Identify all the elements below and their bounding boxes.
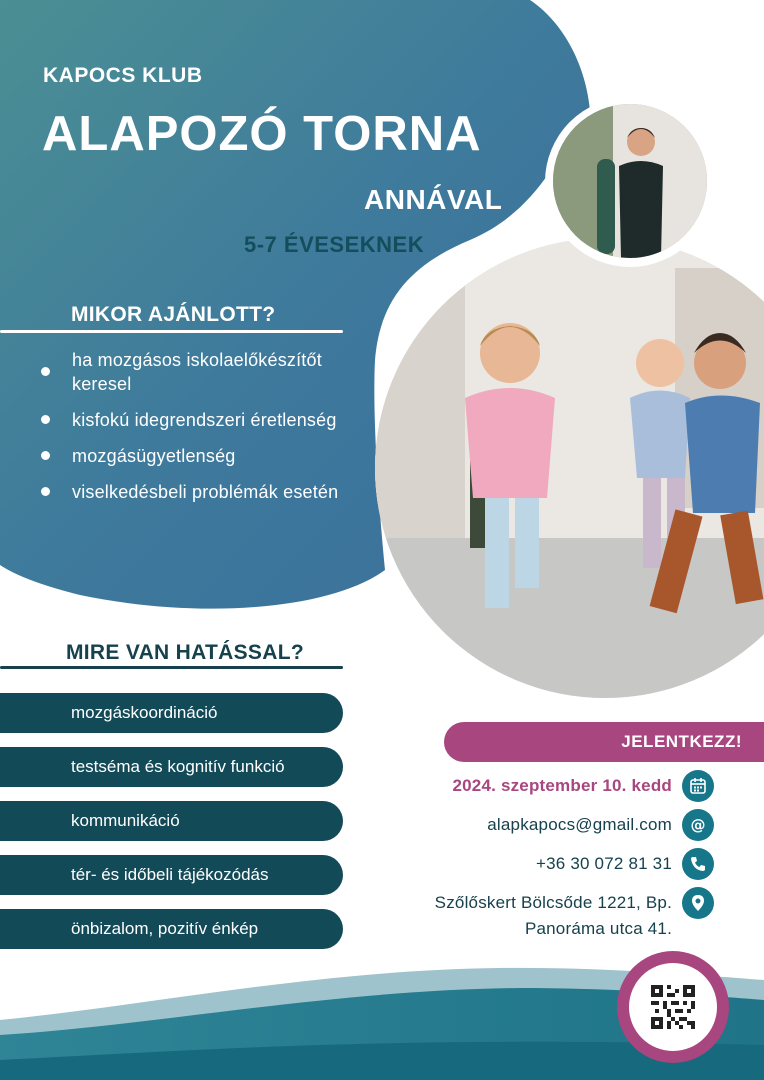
register-banner: JELENTKEZZ! xyxy=(444,722,764,762)
age-group: 5-7 ÉVESEKNEK xyxy=(244,232,425,257)
effect-item: kommunikáció xyxy=(0,801,343,841)
effect-item: önbizalom, pozitív énkép xyxy=(0,909,343,949)
effect-item: tér- és időbeli tájékozódás xyxy=(0,855,343,895)
list-item: kisfokú idegrendszeri éretlenség xyxy=(38,408,348,432)
when-recommended-heading: MIKOR AJÁNLOTT? xyxy=(71,303,276,326)
effects-heading: MIRE VAN HATÁSSAL? xyxy=(66,641,304,664)
list-item: mozgásügyetlenség xyxy=(38,444,348,468)
phone-icon xyxy=(682,848,714,880)
when-recommended-list xyxy=(38,348,348,516)
calendar-icon xyxy=(682,770,714,802)
effect-item: testséma és kognitív funkció xyxy=(0,747,343,787)
event-date: 2024. szeptember 10. kedd xyxy=(452,776,672,795)
list-item: viselkedésbeli problémák esetén xyxy=(38,480,348,504)
list-item: ha mozgásos iskolaelőkészítőt keresel xyxy=(38,348,348,396)
email-address[interactable]: alapkapocs@gmail.com xyxy=(487,815,672,834)
event-title: ALAPOZÓ TORNA xyxy=(42,107,482,161)
qr-code-icon[interactable] xyxy=(629,963,717,1051)
section-divider xyxy=(0,330,343,333)
bullet-icon xyxy=(41,451,50,460)
address-line1: Szőlőskert Bölcsőde 1221, Bp. xyxy=(434,893,672,912)
at-icon xyxy=(682,809,714,841)
effect-item: mozgáskoordináció xyxy=(0,693,343,733)
bullet-icon xyxy=(41,367,50,376)
svg-text:@: @ xyxy=(690,816,706,834)
section-divider xyxy=(0,666,343,669)
phone-number[interactable]: +36 30 072 81 31 xyxy=(535,854,672,873)
instructor-photo xyxy=(553,104,707,258)
instructor-label: ANNÁVAL xyxy=(364,184,503,215)
location-pin-icon xyxy=(682,887,714,919)
club-name: KAPOCS KLUB xyxy=(43,64,203,87)
address-line2: Panoráma utca 41. xyxy=(524,919,672,938)
bullet-icon xyxy=(41,415,50,424)
bullet-icon xyxy=(41,487,50,496)
